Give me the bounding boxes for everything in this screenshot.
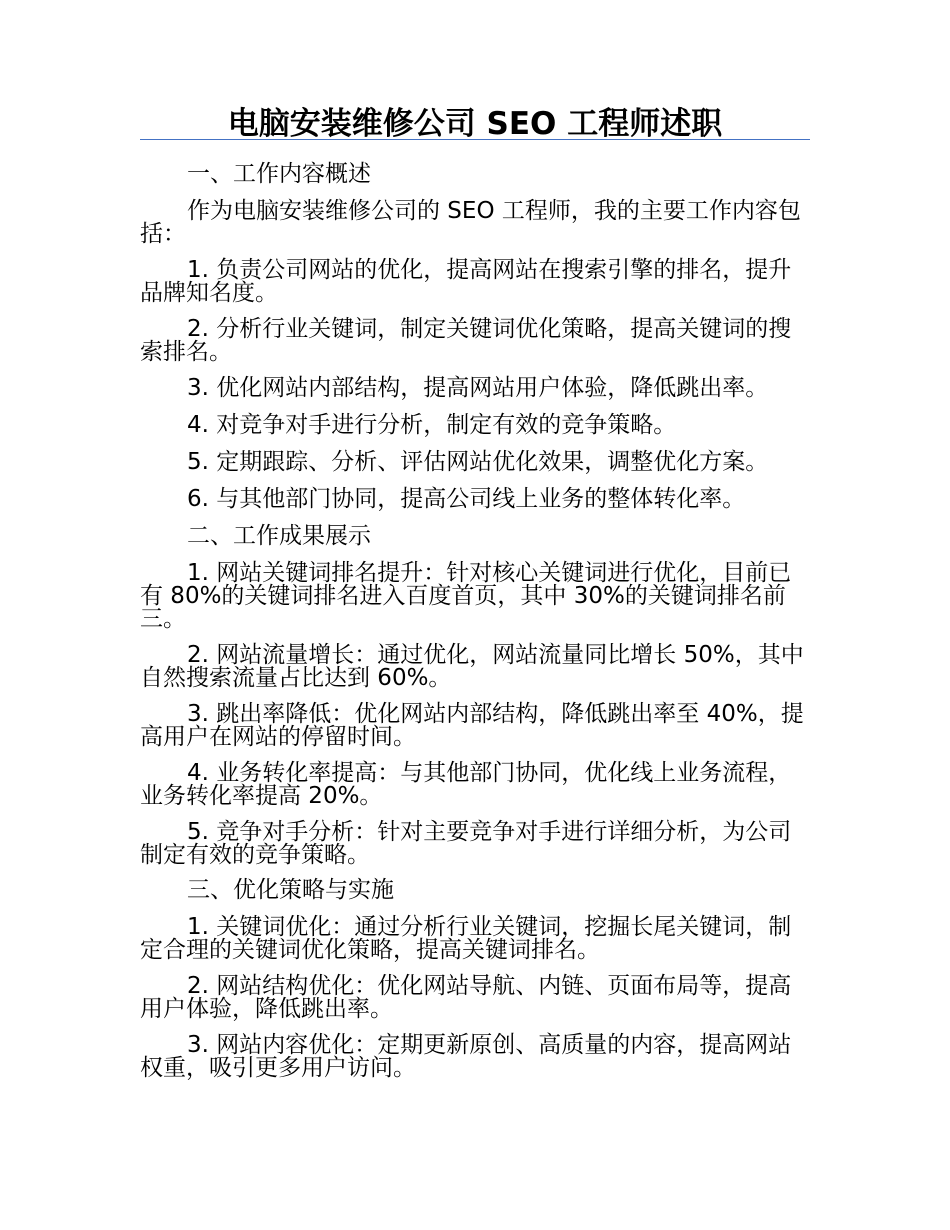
list-item: 1. 关键词优化：通过分析行业关键词，挖掘长尾关键词，制定合理的关键词优化策略，提高关键词排名。 — [140, 914, 792, 963]
list-item: 4. 业务转化率提高：与其他部门协同，优化线上业务流程，业务转化率提高 20%。 — [140, 760, 792, 809]
list-item: 3. 优化网站内部结构，提高网站用户体验，降低跳出率。 — [187, 375, 769, 401]
paragraph-intro: 作为电脑安装维修公司的 SEO 工程师，我的主要工作内容包括： — [140, 198, 801, 247]
document-title: 电脑安装维修公司 SEO 工程师述职 — [227, 106, 723, 142]
list-item: 6. 与其他部门协同，提高公司线上业务的整体转化率。 — [187, 486, 746, 512]
list-item: 2. 网站结构优化：优化网站导航、内链、页面布局等，提高用户体验，降低跳出率。 — [140, 973, 792, 1022]
section-heading-3: 三、优化策略与实施 — [187, 877, 394, 903]
list-item: 2. 网站流量增长：通过优化，网站流量同比增长 50%，其中自然搜索流量占比达到 60%。 — [140, 642, 804, 691]
list-item: 5. 竞争对手分析：针对主要竞争对手进行详细分析，为公司制定有效的竞争策略。 — [140, 819, 792, 868]
list-item: 1. 负责公司网站的优化，提高网站在搜索引擎的排名，提升品牌知名度。 — [140, 257, 792, 306]
list-item: 3. 跳出率降低：优化网站内部结构，降低跳出率至 40%，提高用户在网站的停留时间。 — [140, 701, 804, 750]
section-heading-2: 二、工作成果展示 — [187, 523, 371, 549]
section-heading-1: 一、工作内容概述 — [187, 161, 371, 187]
list-item: 5. 定期跟踪、分析、评估网站优化效果，调整优化方案。 — [187, 449, 769, 475]
title-underline — [140, 139, 810, 140]
list-item: 4. 对竞争对手进行分析，制定有效的竞争策略。 — [187, 412, 677, 438]
list-item: 1. 网站关键词排名提升：针对核心关键词进行优化，目前已有 80%的关键词排名进入百度首页，其中 30%的关键词排名前三。 — [140, 560, 792, 632]
list-item: 3. 网站内容优化：定期更新原创、高质量的内容，提高网站权重，吸引更多用户访问。 — [140, 1032, 792, 1081]
list-item: 2. 分析行业关键词，制定关键词优化策略，提高关键词的搜索排名。 — [140, 316, 792, 365]
